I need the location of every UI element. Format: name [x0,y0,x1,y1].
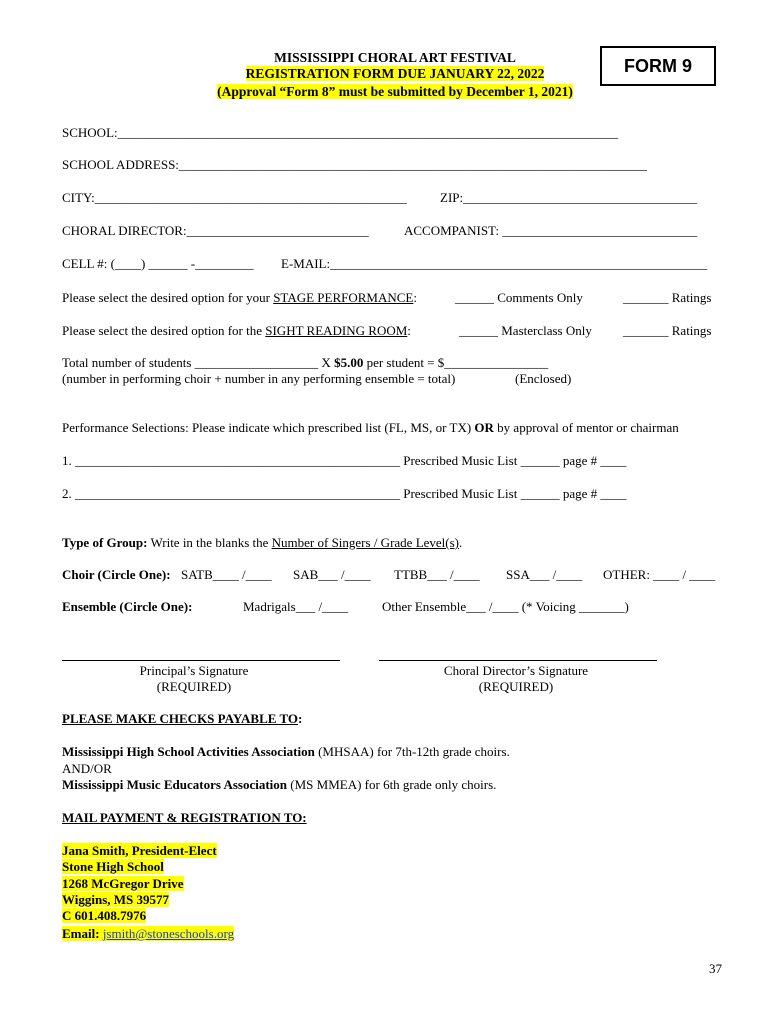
sight-reading-prompt: Please select the desired option for the SIGHT READING ROOM: [62,323,411,338]
ensemble-madrigals-option[interactable]: Madrigals___ /____ [243,599,349,614]
accompanist-field[interactable]: ACCOMPANIST: ______________________________ [404,223,698,238]
and-or-text: AND/OR [62,761,112,776]
total-students-note: (number in performing choir + number in any performing ensemble = total) [62,371,456,386]
director-signature-label: Choral Director’s Signature [443,663,589,678]
mail-school: Stone High School [62,859,164,874]
enclosed-note: (Enclosed) [515,371,572,386]
city-field[interactable]: CITY:________________________________________________ [62,190,407,205]
choir-other-option[interactable]: OTHER: ____ / ____ [603,567,716,582]
choir-label: Choir (Circle One): [62,567,171,582]
choir-ttbb-option[interactable]: TTBB___ /____ [394,567,480,582]
stage-performance-prompt: Please select the desired option for your STAGE PERFORMANCE: [62,290,417,305]
school-field[interactable]: SCHOOL:_____________________________________________________________________________ [62,125,619,140]
mail-email-line: Email: jsmith@stoneschools.org [62,926,235,941]
choir-satb-option[interactable]: SATB____ /____ [181,567,272,582]
selection-1-field[interactable]: 1. __________________________________________________ Prescribed Music List ______ page # ____ [62,453,627,468]
stage-ratings-option[interactable]: _______ Ratings [623,290,712,305]
school-address-field[interactable]: SCHOOL ADDRESS:________________________________________________________________________ [62,157,647,172]
sight-ratings-option[interactable]: _______ Ratings [623,323,712,338]
festival-title: MISSISSIPPI CHORAL ART FESTIVAL [274,50,516,65]
type-of-group-line: Type of Group: Write in the blanks the Number of Singers / Grade Level(s). [62,535,463,550]
form-number-box: FORM 9 [600,46,716,86]
mhsaa-payee: Mississippi High School Activities Association (MHSAA) for 7th-12th grade choirs. [62,744,510,759]
page-number: 37 [709,961,722,976]
choir-ssa-option[interactable]: SSA___ /____ [506,567,583,582]
total-students-line[interactable]: Total number of students ___________________ X $5.00 per student = $________________ [62,355,549,370]
mail-street: 1268 McGregor Drive [62,876,184,891]
mail-email-link[interactable]: jsmith@stoneschools.org [102,926,235,941]
zip-field[interactable]: ZIP:____________________________________ [440,190,698,205]
selection-2-field[interactable]: 2. __________________________________________________ Prescribed Music List ______ page # ____ [62,486,627,501]
ensemble-label: Ensemble (Circle One): [62,599,193,614]
principal-signature-line[interactable] [62,660,340,661]
principal-signature-label: Principal’s Signature [139,663,249,678]
approval-note: (Approval “Form 8” must be submitted by December 1, 2021) [217,84,573,99]
stage-comments-option[interactable]: ______ Comments Only [455,290,583,305]
mail-phone: C 601.408.7976 [62,908,147,923]
checks-payable-heading: PLEASE MAKE CHECKS PAYABLE TO: [62,711,303,726]
principal-required-label: (REQUIRED) [156,679,232,694]
registration-due-line: REGISTRATION FORM DUE JANUARY 22, 2022 [245,66,545,81]
mail-city: Wiggins, MS 39577 [62,892,170,907]
mail-name: Jana Smith, President-Elect [62,843,217,858]
director-required-label: (REQUIRED) [478,679,554,694]
ensemble-other-option[interactable]: Other Ensemble___ /____ (* Voicing _______) [382,599,629,614]
cell-field[interactable]: CELL #: (____) ______ -_________ [62,256,254,271]
sight-masterclass-option[interactable]: ______ Masterclass Only [459,323,592,338]
mail-heading: MAIL PAYMENT & REGISTRATION TO: [62,810,307,825]
email-field[interactable]: E-MAIL:__________________________________________________________ [281,256,708,271]
msmmea-payee: Mississippi Music Educators Association (MS MMEA) for 6th grade only choirs. [62,777,497,792]
choral-director-field[interactable]: CHORAL DIRECTOR:____________________________ [62,223,369,238]
choir-sab-option[interactable]: SAB___ /____ [293,567,371,582]
director-signature-line[interactable] [379,660,657,661]
performance-selections-intro: Performance Selections: Please indicate which prescribed list (FL, MS, or TX) OR by approval of mentor or chairman [62,420,679,435]
